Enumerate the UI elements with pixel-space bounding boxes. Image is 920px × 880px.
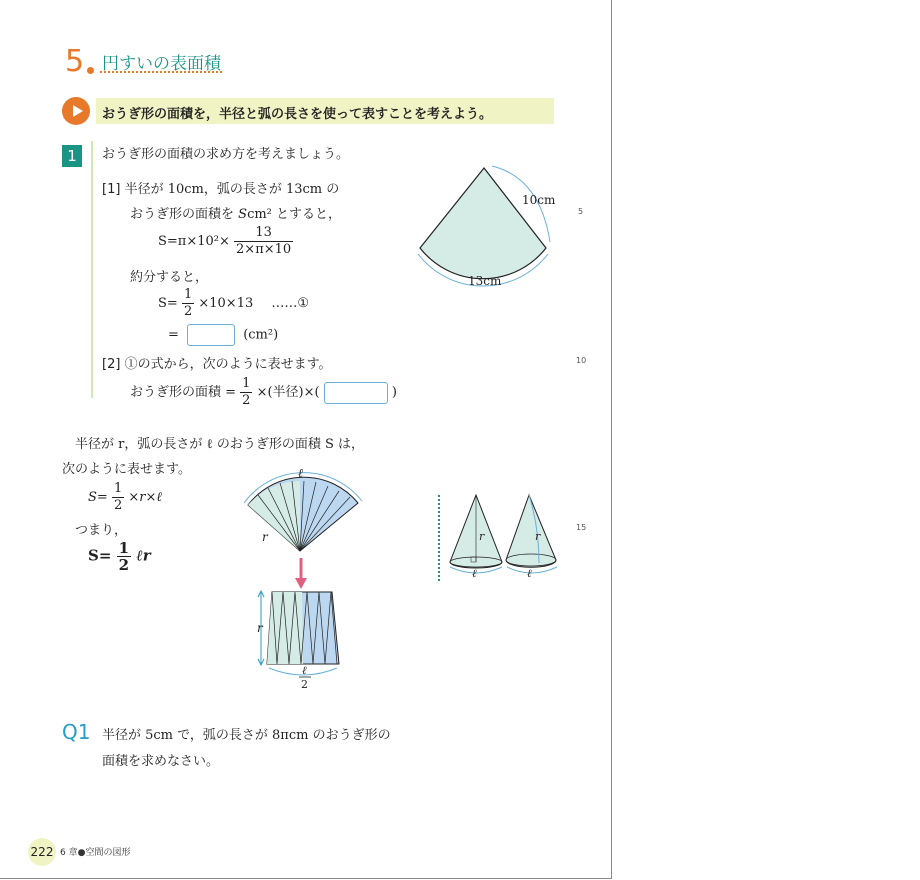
margin-line-5: 5	[578, 207, 584, 216]
section-underline	[100, 71, 222, 73]
section-number: 5	[65, 44, 85, 79]
section-title: 円すいの表面積	[102, 54, 221, 74]
page-number: 222	[28, 838, 56, 866]
problem-intro: おうぎ形の面積の求め方を考えましょう。	[102, 147, 350, 162]
cone-figure-1	[446, 493, 506, 583]
so-text: つまり，	[75, 523, 128, 538]
answer-blank-1[interactable]	[187, 324, 235, 346]
equation-2: S= $\frac{1}{2}$ ×10×13 ……①	[158, 287, 310, 319]
svg-text:ℓ: ℓ	[472, 567, 477, 580]
svg-text:r: r	[535, 530, 541, 543]
sector-radius-label: 10cm	[522, 193, 556, 207]
q1-line1: 半径が 5cm で，弧の長さが 8πcm のおうぎ形の	[102, 728, 391, 743]
goal-text: おうぎ形の面積を，半径と弧の長さを使って表すことを考えよう。	[102, 107, 493, 122]
part1-tag: [1]	[102, 182, 121, 197]
general-line2: 次のように表せます。	[62, 462, 191, 477]
svg-text:r: r	[262, 530, 268, 544]
section-dot	[87, 67, 94, 74]
general-line1: 半径が r，弧の長さが ℓ のおうぎ形の面積 S は，	[75, 437, 365, 452]
part1-line1: [1] 半径が 10cm，弧の長さが 13cm の	[102, 182, 340, 197]
equation-3: = (cm²)	[168, 324, 278, 346]
problem-rule	[91, 141, 93, 398]
q1-label: Q1	[62, 720, 91, 744]
reduce-text: 約分すると，	[130, 270, 209, 285]
equation-1: S=π×10²× $\frac{13}{2\times\pi\times 10}$	[158, 225, 292, 257]
down-arrow-icon	[295, 558, 307, 590]
svg-text:r: r	[479, 530, 485, 543]
cone-figure-2	[503, 493, 563, 583]
play-icon	[62, 97, 90, 125]
sector-arc-label: 13cm	[468, 274, 502, 288]
dotted-divider	[438, 495, 440, 581]
svg-text:r: r	[257, 621, 263, 635]
margin-line-15: 15	[576, 523, 587, 532]
svg-text:ℓ: ℓ	[527, 567, 532, 580]
svg-text:ℓ: ℓ	[298, 466, 303, 480]
margin-line-10: 10	[576, 356, 587, 365]
part1-line2: おうぎ形の面積を Scm² とすると，	[130, 207, 342, 222]
answer-blank-2[interactable]	[324, 382, 388, 404]
sector-figure	[410, 160, 560, 295]
part2-line: [2] ①の式から，次のように表せます。	[102, 357, 332, 372]
key-formula: S= $\frac{1}{2}$ ℓr	[88, 539, 151, 574]
problem-number: 1	[62, 145, 82, 167]
chapter-label: 6 章●空間の図形	[60, 848, 131, 858]
svg-text:ℓ: ℓ	[302, 664, 307, 677]
svg-text:2: 2	[301, 678, 308, 691]
fan-area-formula: おうぎ形の面積 = $\frac{1}{2}$ ×(半径)×( )	[130, 376, 397, 408]
q1-line2: 面積を求めなさい。	[102, 754, 220, 769]
fan-slices-figure	[240, 465, 370, 560]
rearranged-figure	[255, 590, 355, 690]
general-equation: S= $\frac{1}{2}$ ×r×ℓ	[88, 481, 162, 513]
